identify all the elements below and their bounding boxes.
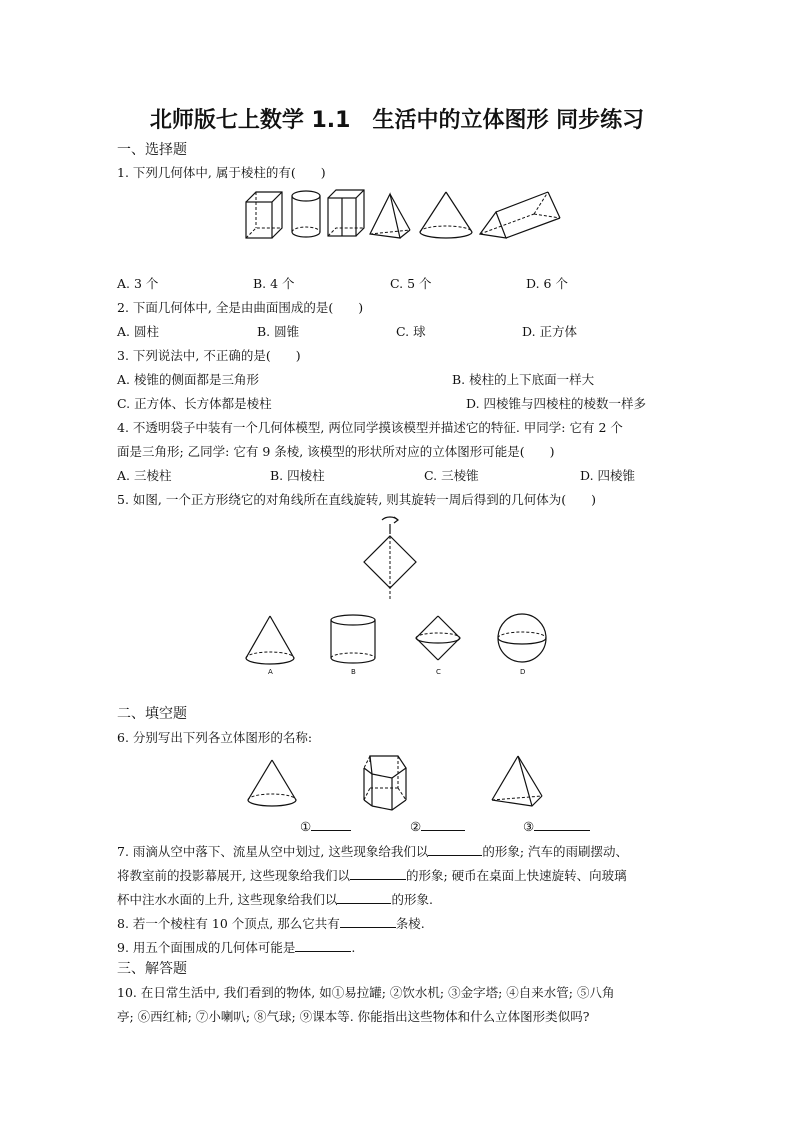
q5-options-figure: [240, 612, 540, 680]
q1-option-b[interactable]: B. 4 个: [253, 276, 295, 291]
q7-line3: 杯中注水水面的上升, 这些现象给我们以 的形象.: [117, 892, 433, 907]
option-c-double-cone: [416, 616, 460, 660]
q6-cone: [248, 760, 296, 806]
q5-stem: 5. 如图, 一个正方形绕它的对角线所在直线旋转, 则其旋转一周后得到的几何体为( ): [117, 492, 597, 507]
q3-option-c[interactable]: C. 正方体、长方体都是棱柱: [117, 396, 272, 411]
q7-line2: 将教室前的投影幕展开, 这些现象给我们以 的形象; 硬币在桌面上快速旋转、向玻璃: [117, 868, 627, 883]
option-d-sphere: [498, 614, 546, 662]
q6-pentagonal-prism: [364, 756, 406, 810]
option-a-cone: [246, 616, 294, 664]
section-fill-heading: 二、填空题: [117, 706, 187, 722]
q3-stem: 3. 下列说法中, 不正确的是( ): [117, 348, 301, 363]
q1-option-a[interactable]: A. 3 个: [117, 276, 159, 291]
triangular-prism-figure: [480, 192, 560, 238]
q6-blank-3[interactable]: [523, 818, 590, 835]
cube-figure: [246, 192, 282, 238]
q2-option-b[interactable]: B. 圆锥: [257, 324, 300, 339]
option-b-cylinder: [331, 615, 375, 663]
q1-solids-figure: [240, 188, 570, 244]
q5-label-b: B: [351, 668, 356, 676]
q5-label-d: D: [520, 668, 526, 676]
q3-option-a[interactable]: A. 棱锥的侧面都是三角形: [117, 372, 259, 387]
q6-label-2: ②: [410, 819, 422, 834]
q8-line: 8. 若一个棱柱有 10 个顶点, 那么它共有 条棱.: [117, 916, 425, 931]
q6-blank-1[interactable]: [300, 818, 351, 835]
q5-rotating-square-figure: [354, 514, 426, 602]
q8-blank[interactable]: [340, 915, 396, 928]
q2-option-c[interactable]: C. 球: [396, 324, 426, 339]
q9-line: 9. 用五个面围成的几何体可能是 .: [117, 940, 356, 955]
q10-line1: 10. 在日常生活中, 我们看到的物体, 如①易拉罐; ②饮水机; ③金字塔; ④自来水管; ⑤八角: [117, 985, 615, 1000]
q2-option-d[interactable]: D. 正方体: [522, 324, 578, 339]
q6-solids-figure: [240, 752, 580, 814]
q2-stem: 2. 下面几何体中, 全是由曲面围成的是( ): [117, 300, 364, 315]
q5-label-a: A: [268, 668, 273, 676]
q9-blank[interactable]: [295, 939, 351, 952]
q1-stem: 1. 下列几何体中, 属于棱柱的有( ): [117, 165, 326, 180]
q1-option-d[interactable]: D. 6 个: [526, 276, 568, 291]
q6-label-3: ③: [523, 819, 535, 834]
q6-stem: 6. 分别写出下列各立体图形的名称:: [117, 730, 313, 745]
q6-blank-2[interactable]: [410, 818, 465, 835]
q4-option-a[interactable]: A. 三棱柱: [117, 468, 172, 483]
q6-triangular-pyramid: [492, 756, 542, 806]
q4-option-c[interactable]: C. 三棱锥: [424, 468, 479, 483]
q4-option-d[interactable]: D. 四棱锥: [580, 468, 636, 483]
q6-label-1: ①: [300, 819, 312, 834]
q10-line2: 亭; ⑥西红柿; ⑦小喇叭; ⑧气球; ⑨课本等. 你能指出这些物体和什么立体图形类似吗?: [117, 1009, 590, 1024]
page-title: 北师版七上数学 1.1 生活中的立体图形 同步练习: [149, 108, 645, 133]
q7-blank-3[interactable]: [337, 891, 391, 904]
q7-blank-1[interactable]: [428, 843, 482, 856]
q5-label-c: C: [436, 668, 441, 676]
q3-option-b[interactable]: B. 棱柱的上下底面一样大: [452, 372, 595, 387]
q4-stem-line1: 4. 不透明袋子中装有一个几何体模型, 两位同学摸该模型并描述它的特征. 甲同学: 它有 2 个: [117, 420, 623, 435]
q2-option-a[interactable]: A. 圆柱: [117, 324, 159, 339]
q7-blank-2[interactable]: [350, 867, 406, 880]
prism-figure: [328, 190, 364, 236]
q3-option-d[interactable]: D. 四棱锥与四棱柱的棱数一样多: [466, 396, 647, 411]
cylinder-figure: [292, 191, 320, 237]
q1-option-c[interactable]: C. 5 个: [390, 276, 432, 291]
q4-option-b[interactable]: B. 四棱柱: [270, 468, 325, 483]
q4-stem-line2: 面是三角形; 乙同学: 它有 9 条棱, 该模型的形状所对应的立体图形可能是( ): [117, 444, 555, 459]
q7-line1: 7. 雨滴从空中落下、流星从空中划过, 这些现象给我们以 的形象; 汽车的雨刷摆动、: [117, 844, 629, 859]
cone-figure: [420, 192, 472, 238]
pyramid-figure: [370, 194, 410, 238]
section-answer-heading: 三、解答题: [117, 961, 187, 977]
section-choice-heading: 一、选择题: [117, 142, 187, 158]
